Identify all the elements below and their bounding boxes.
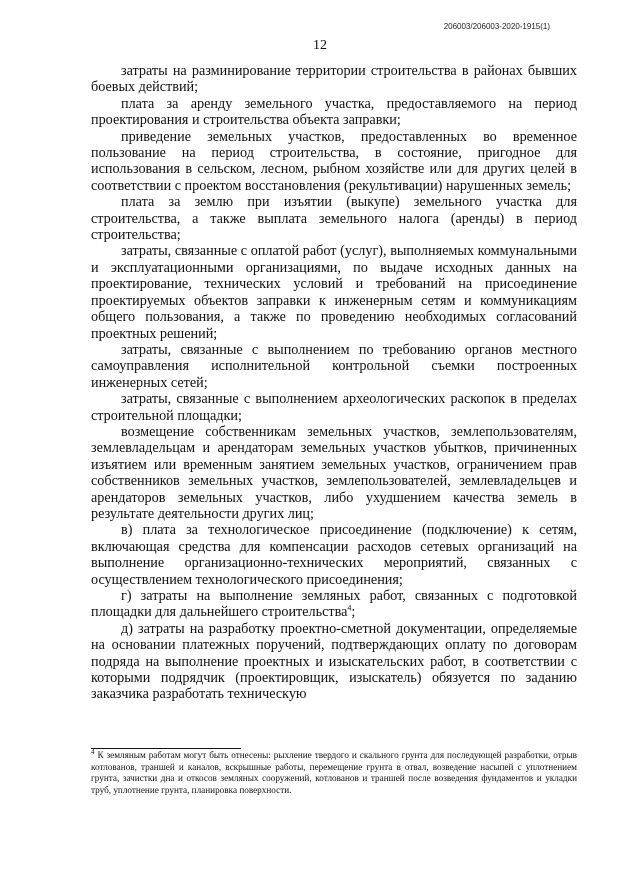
document-body — [91, 63, 577, 703]
footnote-mark: 4 — [91, 747, 95, 756]
paragraph-demining: затраты на разминирование территории строительства в районах бывших боевых действий; — [91, 63, 577, 96]
document-reference-number: 206003/206003-2020-1915(1) — [443, 22, 550, 31]
paragraph-land-lease: плата за аренду земельного участка, предоставляемого на период проектирования и строительства объекта заправки; — [91, 95, 577, 129]
paragraph-item-d: д) затраты на разработку проектно-сметной документации, определяемые на основании платежных поручений, подтверждающих оплату по договорам подряда на выполнение проектных и изыскательских работ, в соответствии с которыми подрядчик (проектировщик, изыскатель) обязуется по заданию заказчика разработать техническую — [91, 620, 577, 703]
paragraph-item-g-text: г) затраты на выполнение земляных работ, связанных с подготовкой площадки для дальнейшего строительства — [91, 588, 577, 621]
paragraph-land-restoration: приведение земельных участков, предоставленных во временное пользование на период строительства, в состояние, пригодное для использования в сельском, лесном, рыбном хозяйстве или для других целей в соответствии с проектом восстановления (рекультивации) нарушенных земель; — [91, 128, 577, 194]
page-number: 12 — [313, 38, 327, 53]
paragraph-item-v: в) плата за технологическое присоединение (подключение) к сетям, включающая средства для компенсации расходов сетевых организаций на выполнение организационно-технических мероприятий, связанных с осуществлением технологического присоединения; — [91, 522, 577, 588]
footnote-text: К земляным работам могут быть отнесены: рыхление твердого и скального грунта для последующей разработки, отрыв котлованов, траншей и каналов, вскрышные работы, перемещение грунта в отвал, возведение насыпей с уплотнением грунта, зачистки дна и откосов земляных сооружений, котлованов и траншей после возведения фундаментов и укладки труб, уплотнение грунта, планировка поверхности. — [91, 750, 577, 795]
paragraph-control-survey: затраты, связанные с выполнением по требованию органов местного самоуправления исполнительной контрольной съемки построенных инженерных сетей; — [91, 341, 577, 391]
footnote-reference: 4 — [347, 603, 352, 613]
footnote — [91, 747, 577, 796]
paragraph-item-g-tail: ; — [351, 604, 356, 621]
footnote-separator — [91, 748, 241, 749]
paragraph-land-payment: плата за землю при изъятии (выкупе) земельного участка для строительства, а также выплата земельного налога (аренды) в период строительства; — [91, 194, 577, 244]
paragraph-item-g — [91, 588, 577, 621]
paragraph-compensation: возмещение собственникам земельных участков, землепользователям, землевладельцам и арендаторам земельных участков убытков, причиненных изъятием или временным занятием земельных участков, ограничением прав собственников земельных участков, землепользователей, землевладельцев и арендаторов земельных участков, либо ухудшением качества земель в результате деятельности других лиц; — [91, 423, 577, 522]
paragraph-archaeological: затраты, связанные с выполнением археологических раскопок в пределах строительной площадки; — [91, 391, 577, 424]
paragraph-utility-services: затраты, связанные с оплатой работ (услуг), выполняемых коммунальными и эксплуатационными организациями, по выдаче исходных данных на проектирование, технических условий и требований на присоединение проектируемых объектов заправки к инженерным сетям и коммуникациям общего пользования, а также по проведению необходимых согласований проектных решений; — [91, 243, 577, 342]
